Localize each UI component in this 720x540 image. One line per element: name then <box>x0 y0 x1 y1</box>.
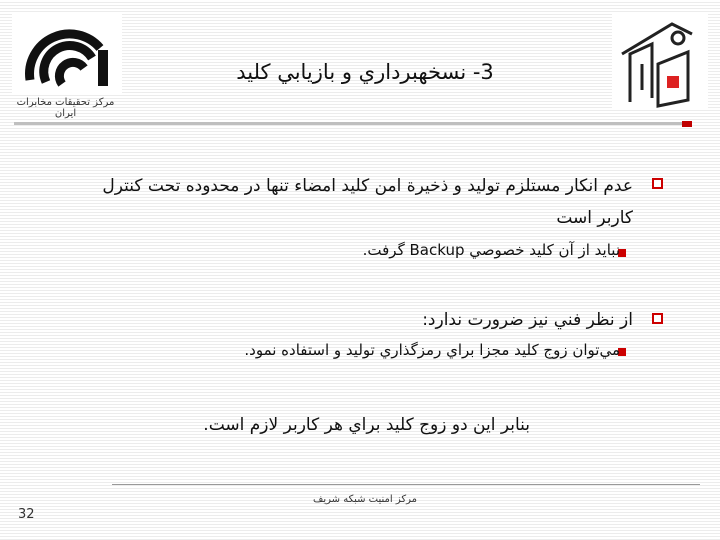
footer-divider <box>112 484 700 485</box>
bullet-2-sub-1: مي‌توان زوج كليد مجزا براي رمزگذاري توليد و استفاده نمود. <box>244 341 620 359</box>
left-logo <box>12 14 122 94</box>
page-number: 32 <box>18 507 35 522</box>
hollow-square-bullet-icon <box>652 313 663 324</box>
slide-title: 3- نسخهبرداري و بازيابي كليد <box>236 60 494 84</box>
signal-arcs-icon <box>12 14 122 94</box>
bullet-1-line-1: عدم انكار مستلزم توليد و ذخيرة امن كليد امضاء تنها در محدوده تحت كنترل <box>102 176 633 196</box>
conclusion-text: بنابر اين دو زوج كليد براي هر كاربر لازم است. <box>203 415 530 435</box>
bullet-2-line-1: از نظر فني نيز ضرورت ندارد: <box>422 310 633 330</box>
title-divider-accent <box>682 121 692 127</box>
bullet-1-line-2: كاربر است <box>556 208 633 228</box>
university-emblem-icon <box>612 14 708 110</box>
right-logo <box>612 14 708 110</box>
left-logo-caption: مرکز تحقیقات مخابرات ایران <box>16 97 115 119</box>
bullet-1-sub-1: نبايد از آن كليد خصوصي Backup گرفت. <box>362 241 620 259</box>
hollow-square-bullet-icon <box>652 178 663 189</box>
footer-organization: مرکز امنیت شبکه شریف <box>313 494 417 505</box>
title-divider <box>14 122 682 125</box>
